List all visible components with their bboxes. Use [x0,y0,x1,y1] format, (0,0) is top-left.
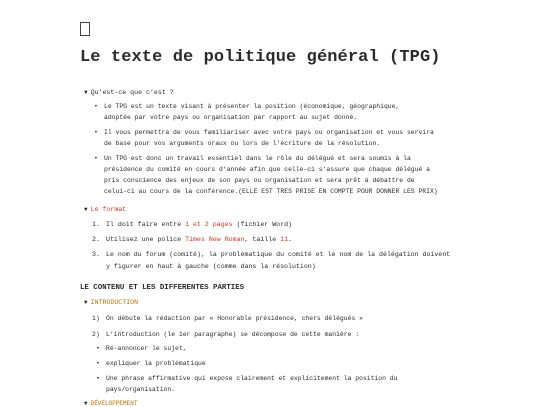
toggle-arrow-icon[interactable]: ▼ [84,89,88,96]
list-item: 2. Utilisez une police Times New Roman, taille 11. [92,236,293,243]
list-item: • Il vous permettra de vous familiariser avec votre pays ou organisation et vous servira de base pour vos arguments oraux ou lors de l’écriture de la résolution. [92,127,512,153]
list-item: • Un TPG est donc un travail essentiel dans le rôle du délégué et sera soumis à la présidence du comité en cours d’année afin que celle-ci s’assure que chaque délégué a pris conscience des enjeux de son pays ou organisation et sera prêt à débattre de celui-ci au cours de la conférence.(ELLE EST TRES PRISE EN COMPTE POUR DONNER LES PRIX) [92,153,512,197]
format-list [92,219,512,273]
what-is-it-list [92,101,512,197]
introduction-steps [92,313,512,340]
toggle-development[interactable] [84,400,137,407]
section-heading: LE CONTENU ET LES DIFFERENTES PARTIES [80,284,245,292]
toggle-format[interactable] [84,205,126,215]
toggle-label: Qu’est-ce que c’est ? [90,89,174,96]
introduction-bullets [96,343,506,395]
toggle-label: DÉVELOPPEMENT [90,400,138,407]
list-item: 1. Il doit faire entre 1 et 2 pages (fichier Word) [92,221,292,228]
list-item: • Une phrase affirmative qui expose clairement et explicitement la position du pays/organisation. [96,373,506,395]
list-item: 1) On débute la rédaction par « Honorable présidence, chers délégués » [92,315,363,322]
list-item: 2) L’introduction (le 1er paragraphe) se décompose de cette manière : [92,331,360,338]
toggle-arrow-icon[interactable]: ▼ [84,299,88,306]
page-icon [80,22,90,36]
list-item: • Le TPG est un texte visant à présenter la position (économique, géographique, adoptée par votre pays ou organisation par rapport au sujet donné. [92,101,512,127]
toggle-what-is-it[interactable] [84,88,174,98]
toggle-introduction[interactable] [84,298,138,308]
toggle-label: INTRODUCTION [90,299,139,306]
list-item: 3. Le nom du forum (comité), la problématique du comité et le nom de la délégation doivent y figurer en haut à gauche (comme dans la résolution) [92,251,451,270]
toggle-arrow-icon[interactable]: ▼ [84,206,88,213]
list-item: • Ré-annoncer le sujet, [96,343,506,354]
page-title: Le texte de politique général (TPG) [80,48,441,67]
list-item: • expliquer la problématique [96,358,506,369]
toggle-arrow-icon[interactable]: ▼ [84,400,88,407]
toggle-label: Le format [90,206,127,213]
